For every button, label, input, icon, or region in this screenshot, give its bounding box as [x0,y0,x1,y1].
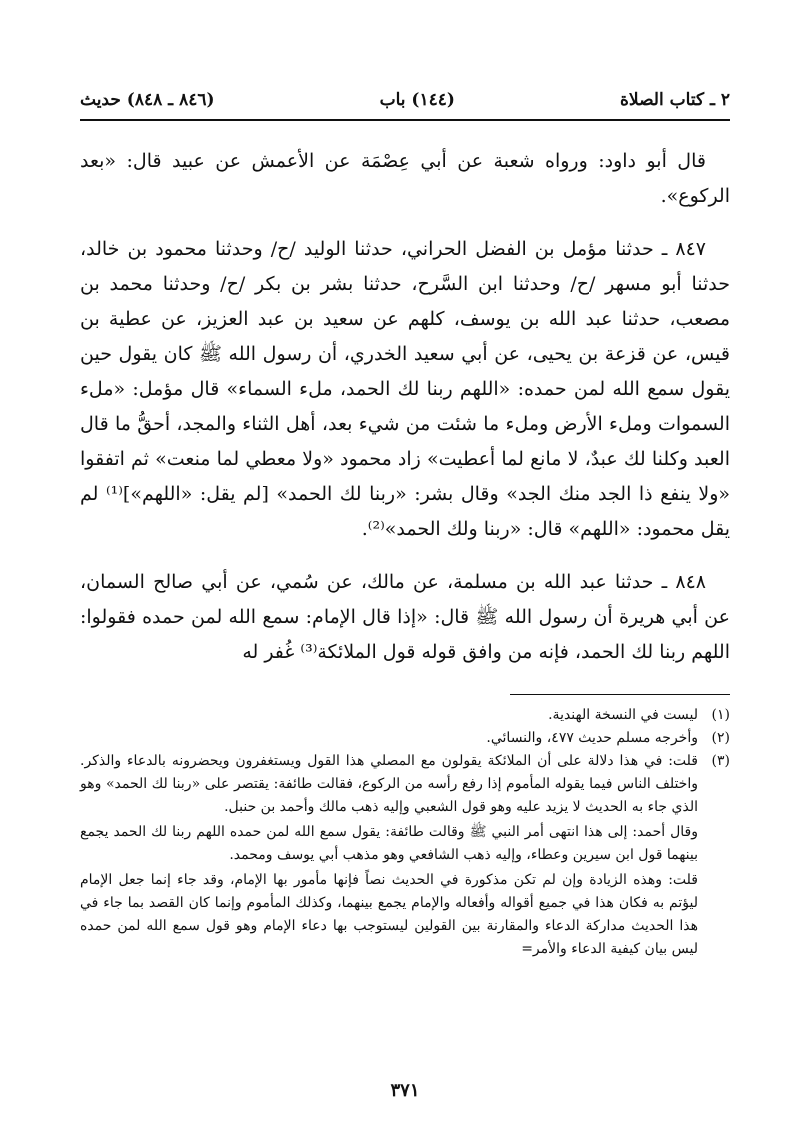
paragraph-hadith-848: ٨٤٨ ـ حدثنا عبد الله بن مسلمة، عن مالك، عن سُمي، عن أبي صالح السمان، عن أبي هريرة أن رسول الله ﷺ قال: «إذا قال الإمام: سمع الله لمن حمده فقولوا: اللهم ربنا لك الحمد، فإنه من وافق قوله قول الملائكة⁽³⁾ غُفر له [80,571,730,663]
header-chapter: (١٤٤) باب [379,90,455,110]
footnote-1 [80,704,730,727]
header-rule [80,119,730,121]
page-number: ٣٧١ [390,1080,420,1101]
footnote-text: قلت: وهذه الزيادة وإن لم تكن مذكورة في الحديث نصاً فإنها مأمور بها الإمام، وقد جاء إنما جعل الإمام ليؤتم به فكان هذا في جميع أقواله وأفعاله والإمام يجمع بينهما، وكذلك المأموم وإنما كان القصد بما جاء في هذا الحديث مداركة الدعاء والمقارنة بين القولين ليستوجب بها دعاء الإمام وهو قول سمع الله لمن حمده ليس بيان كيفية الدعاء والأمر= [80,872,698,957]
footnote-text: وقال أحمد: إلى هذا انتهى أمر النبي ﷺ وقالت طائفة: يقول سمع الله لمن حمده اللهم ربنا لك الحمد يجمع بينهما قول ابن سيرين وعطاء، وإليه ذهب الشافعي وهو مذهب أبي يوسف ومحمد. [80,824,698,863]
main-text [80,144,730,688]
footnote-separator [510,694,730,695]
paragraph-abu-dawud-note: قال أبو داود: ورواه شعبة عن أبي عِصْمَة عن الأعمش عن عبيد قال: «بعد الركوع». [80,150,730,207]
footnote-number: (٣) [711,753,730,769]
footnote-number: (١) [711,707,730,723]
footnote-text: قلت: في هذا دلالة على أن الملائكة يقولون مع المصلي هذا القول ويستغفرون ويحضرونه بالدعاء والذكر. واختلف الناس فيما يقوله المأموم إذا رفع رأسه من الركوع، فقالت طائفة: يقتصر على «ربنا لك الحمد» وهو الذي جاء به الحديث لا يزيد عليه وهو قول الشعبي وإليه ذهب مالك وأحمد بن حنبل. [80,753,698,815]
header-hadith-range: (٨٤٦ ـ ٨٤٨) حديث [80,90,215,110]
footnotes [80,704,730,961]
footnote-number: (٢) [711,730,730,746]
footnote-3 [80,750,730,961]
book-page [80,0,730,1143]
footnote-2 [80,727,730,750]
header-book-title: ٢ ـ كتاب الصلاة [620,90,730,110]
footnote-text: ليست في النسخة الهندية. [548,707,698,723]
page-header [80,86,730,114]
paragraph-hadith-847: ٨٤٧ ـ حدثنا مؤمل بن الفضل الحراني، حدثنا الوليد /ح/ وحدثنا محمود بن خالد، حدثنا أبو مسهر /ح/ وحدثنا ابن السَّرح، حدثنا بشر بن بكر /ح/ وحدثنا محمد بن مصعب، حدثنا عبد الله بن يوسف، كلهم عن سعيد بن عبد العزيز، عن عطية بن قيس، عن قزعة بن يحيى، عن أبي سعيد الخدري، أن رسول الله ﷺ كان يقول حين يقول سمع الله لمن حمده: «اللهم ربنا لك الحمد، ملء السماء» قال مؤمل: «ملء السموات وملء الأرض وملء ما شئت من شيء بعد، أهل الثناء والمجد، أحقُّ ما قال العبد وكلنا لك عبدٌ، لا مانع لما أعطيت» زاد محمود «ولا معطي لما منعت» ثم اتفقوا «ولا ينفع ذا الجد منك الجد» وقال بشر: «ربنا لك الحمد» [لم يقل: «اللهم»]⁽¹⁾ لم يقل محمود: «اللهم» قال: «ربنا ولك الحمد»⁽²⁾. [80,238,730,540]
footnote-text: وأخرجه مسلم حديث ٤٧٧، والنسائي. [486,730,698,746]
